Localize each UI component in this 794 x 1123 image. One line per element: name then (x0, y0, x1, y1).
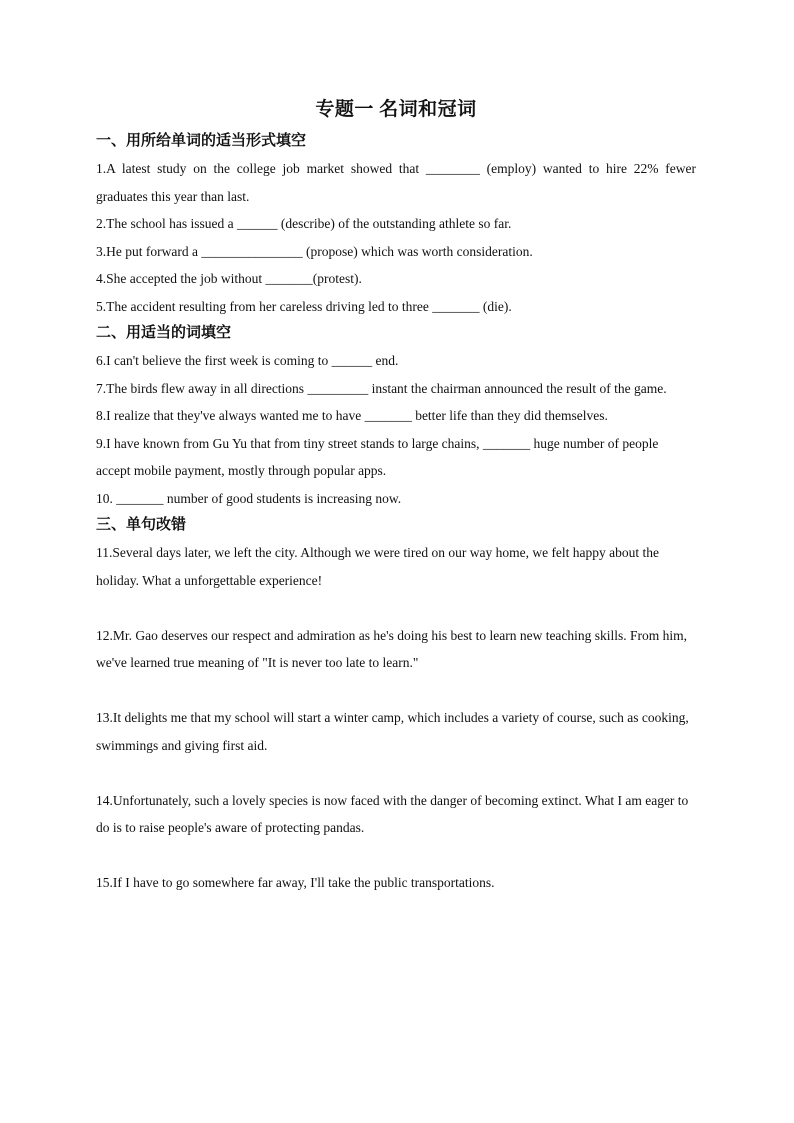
question-12: 12.Mr. Gao deserves our respect and admiration as he's doing his best to learn new teaching skills. From him, we've learned true meaning of "It is never too late to learn." (96, 627, 688, 670)
question-3: 3.He put forward a _______________ (propose) which was worth consideration. (96, 243, 533, 259)
question-11: 11.Several days later, we left the city. Although we were tired on our way home, we felt happy about the holiday. What a unforgettable experience! (96, 545, 660, 588)
answer-space (96, 759, 696, 787)
section-heading-fill-in-word: 二、用适当的词填空 (96, 325, 232, 341)
answer-space (96, 677, 696, 705)
question-10: 10. _______ number of good students is increasing now. (96, 490, 402, 506)
worksheet-page (96, 96, 696, 897)
question-9: 9.I have known from Gu Yu that from tiny street stands to large chains, _______ huge number of people accept mobile payment, mostly through popular apps. (96, 435, 659, 478)
question-8: 8.I realize that they've always wanted me to have _______ better life than they did themselves. (96, 408, 608, 423)
question-2: 2.The school has issued a ______ (describe) of the outstanding athlete so far. (96, 216, 512, 231)
section-heading-fill-in-form: 一、用所给单词的适当形式填空 (96, 133, 307, 149)
question-6: 6.I can't believe the first week is coming to ______ end. (96, 353, 399, 368)
question-7: 7.The birds flew away in all directions _________ instant the chairman announced the result of the game. (96, 380, 667, 396)
question-14: 14.Unfortunately, such a lovely species is now faced with the danger of becoming extinct. What I am eager to do is to raise people's aware of protecting pandas. (96, 792, 689, 835)
question-13: 13.It delights me that my school will start a winter camp, which includes a variety of course, such as cooking, swimmings and giving first aid. (96, 710, 689, 753)
question-5: 5.The accident resulting from her careless driving led to three _______ (die). (96, 298, 512, 314)
page-title: 专题一 名词和冠词 (315, 99, 477, 120)
question-15: 15.If I have to go somewhere far away, I'll take the public transportations. (96, 875, 495, 890)
question-1: 1.A latest study on the college job market showed that ________ (employ) wanted to hire 22% fewer graduates this year than last. (96, 161, 696, 204)
question-4: 4.She accepted the job without _______(protest). (96, 271, 362, 286)
answer-space (96, 842, 696, 870)
answer-space (96, 594, 696, 622)
section-heading-error-correction: 三、单句改错 (96, 517, 187, 533)
